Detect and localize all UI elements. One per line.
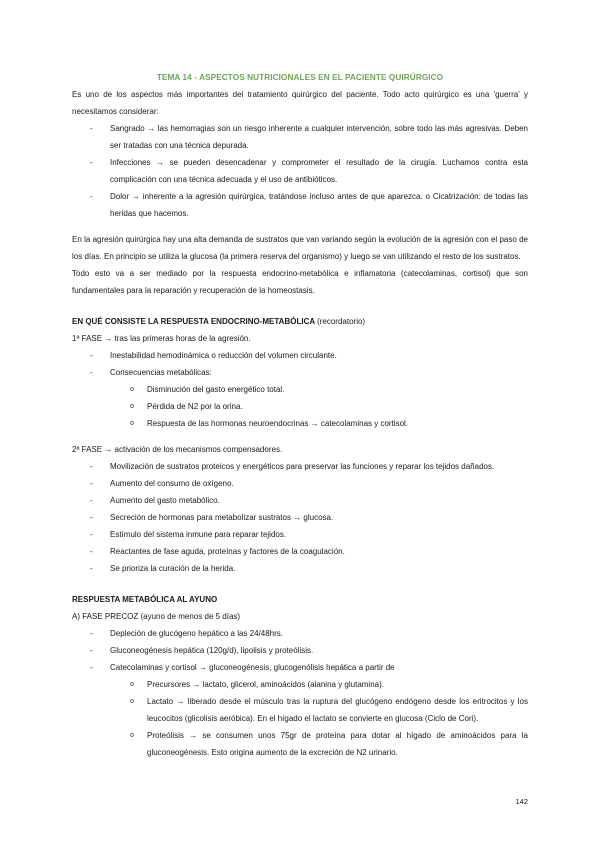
document-body <box>72 86 528 761</box>
list-item: - Sangrado → las hemorragias son un riesgo inherente a cualquier intervención, sobre todo las más agresivas. Deben ser tratadas con una técnica depurada. <box>72 120 528 154</box>
sub-list-item: o Precursores → lactato, glicerol, aminoácidos (alanina y glutamina). <box>72 676 528 693</box>
phase-label: A) FASE PRECOZ (ayuno de menos de 5 días) <box>72 612 241 621</box>
list-item: - Inestabilidad hemodinámica o reducción del volumen circulante. <box>72 347 528 364</box>
section-heading: RESPUESTA METABÓLICA AL AYUNO <box>72 595 218 604</box>
paragraph: En la agresión quirúrgica hay una alta demanda de sustratos que van variando según la evolución de la agresión con el paso de los días. En principio se utiliza la glucosa (la primera reserva del organismo) y luego se van utilizando el resto de los sustratos. <box>72 235 528 261</box>
list-item: - Aumento del consumo de oxígeno. <box>72 475 528 492</box>
list-item: - Estímulo del sistema inmune para reparar tejidos. <box>72 526 528 543</box>
sub-list-item: o Disminución del gasto energético total. <box>72 381 528 398</box>
list-item: - Secreción de hormonas para metabolizar sustratos → glucosa. <box>72 509 528 526</box>
phase-label: 1ª FASE → tras las primeras horas de la agresión. <box>72 334 251 343</box>
page-number: 142 <box>515 797 528 806</box>
considerations-list <box>72 120 528 222</box>
list-item: - Consecuencias metabólicas: <box>72 364 528 381</box>
phase-label: 2ª FASE → activación de los mecanismos compensadores. <box>72 445 283 454</box>
section-heading <box>72 313 528 330</box>
paragraph: Todo esto va a ser mediado por la respuesta endocrino-metabólica e inflamatoria (catecolaminas, cortisol) que son fundamentales para la reparación y recuperación de la homeostasis. <box>72 269 528 295</box>
sub-list-item: o Respuesta de las hormonas neuroendocrinas → catecolaminas y cortisol. <box>72 415 528 432</box>
phase1-sublist <box>72 381 528 432</box>
fasting-sublist <box>72 676 528 761</box>
phase2-list <box>72 458 528 577</box>
list-item: - Catecolaminas y cortisol → gluconeogénesis, glucogenólisis hepática a partir de <box>72 659 528 676</box>
list-item: - Gluconeogénesis hepática (120g/d), lipolisis y proteólisis. <box>72 642 528 659</box>
intro-paragraph: Es uno de los aspectos más importantes del tratamiento quirúrgico del paciente. Todo acto quirúrgico es una 'guerra' y necesitamos considerar: <box>72 90 528 116</box>
sub-list-item: o Pérdida de N2 por la orina. <box>72 398 528 415</box>
fasting-list <box>72 625 528 676</box>
list-item: - Aumento del gasto metabólico. <box>72 492 528 509</box>
list-item: - Depleción de glucógeno hepático a las 24/48hrs. <box>72 625 528 642</box>
page-title: TEMA 14 - ASPECTOS NUTRICIONALES EN EL PACIENTE QUIRÚRGICO <box>156 73 444 82</box>
phase1-list <box>72 347 528 381</box>
list-item: - Se prioriza la curación de la herida. <box>72 560 528 577</box>
sub-list-item: o Lactato → liberado desde el músculo tras la ruptura del glucógeno endógeno desde los eritrocitos y los leucocitos (glicolisis aeróbica). En el hígado el lactato se convierte en glucosa (Ciclo de Cori). <box>72 693 528 727</box>
list-item: - Dolor → inherente a la agresión quirúrgica, tratándose incluso antes de que aparezca. o Cicatrización: de todas las heridas que hacemos. <box>72 188 528 222</box>
list-item: - Movilización de sustratos proteicos y energéticos para preservar las funciones y reparar los tejidos dañados. <box>72 458 528 475</box>
section-heading-text: EN QUÉ CONSISTE LA RESPUESTA ENDOCRINO-METABÓLICA <box>72 317 315 326</box>
sub-list-item: o Proteólisis → se consumen unos 75gr de proteína para dotar al hígado de aminoácidos para la gluconeogénesis. Esto origina aumento de la excreción de N2 urinario. <box>72 727 528 761</box>
list-item: - Reactantes de fase aguda, proteínas y factores de la coagulación. <box>72 543 528 560</box>
section-heading-note: (recordatorio) <box>317 317 366 326</box>
list-item: - Infecciones → se pueden desencadenar y comprometer el resultado de la cirugía. Luchamos contra esta complicación con una técnica adecuada y el uso de antibióticos. <box>72 154 528 188</box>
